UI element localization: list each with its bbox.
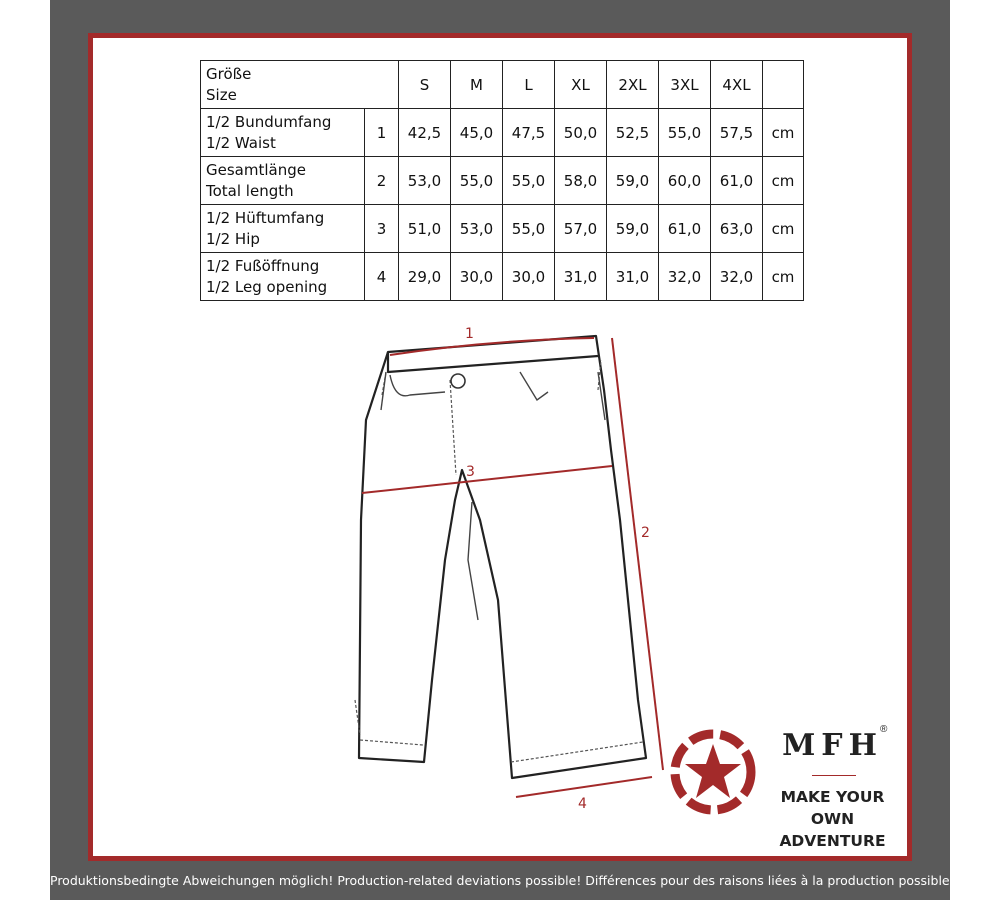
brand-slogan	[760, 786, 905, 852]
measurement-value: 61,0	[711, 157, 763, 205]
measurement-value: 55,0	[451, 157, 503, 205]
measurement-value: 31,0	[607, 253, 659, 301]
measurement-value: 32,0	[711, 253, 763, 301]
measurement-value: 30,0	[451, 253, 503, 301]
marker-2: 2	[641, 525, 650, 541]
measurement-label-en: 1/2 Waist	[206, 133, 276, 152]
measurement-label-en: 1/2 Leg opening	[206, 277, 328, 296]
measurement-number: 2	[365, 157, 399, 205]
size-header-cell: L	[503, 61, 555, 109]
size-header-cell: M	[451, 61, 503, 109]
measurement-value: 63,0	[711, 205, 763, 253]
measure-line-1	[390, 338, 594, 355]
measurement-value: 58,0	[555, 157, 607, 205]
unit-cell: cm	[763, 109, 804, 157]
measurement-value: 55,0	[503, 205, 555, 253]
footer-disclaimer: Produktionsbedingte Abweichungen möglich! Production-related deviations possible! Différences pour des raisons liées à la production possibles!	[50, 873, 962, 888]
size-header-cell: 2XL	[607, 61, 659, 109]
measurement-label-de: Gesamtlänge	[206, 160, 306, 179]
marker-1: 1	[465, 326, 474, 342]
size-header-en: Size	[206, 85, 237, 104]
unit-cell: cm	[763, 253, 804, 301]
slogan-line-1: MAKE YOUR OWN	[780, 788, 885, 828]
measurement-markers	[465, 326, 650, 812]
star-in-circle-icon	[675, 734, 751, 810]
measurement-label-de: 1/2 Hüftumfang	[206, 208, 325, 227]
measurement-value: 32,0	[659, 253, 711, 301]
brand-logo-text: MFH	[782, 728, 883, 763]
logo-divider	[812, 775, 856, 776]
size-header-cell: XL	[555, 61, 607, 109]
measurement-label-de: 1/2 Fußöffnung	[206, 256, 320, 275]
size-header-cell: 3XL	[659, 61, 711, 109]
measurement-value: 57,0	[555, 205, 607, 253]
measurement-value: 55,0	[503, 157, 555, 205]
size-header-cell: 4XL	[711, 61, 763, 109]
measurement-value: 30,0	[503, 253, 555, 301]
measurement-value: 51,0	[399, 205, 451, 253]
measurement-value: 57,5	[711, 109, 763, 157]
measure-line-4	[516, 777, 652, 797]
measurement-lines	[362, 338, 663, 797]
measurement-value: 55,0	[659, 109, 711, 157]
measurement-value: 53,0	[451, 205, 503, 253]
measurement-value: 52,5	[607, 109, 659, 157]
measurement-value: 60,0	[659, 157, 711, 205]
measurement-value: 59,0	[607, 205, 659, 253]
measurement-number: 4	[365, 253, 399, 301]
size-header-de: Größe	[206, 64, 252, 83]
measurement-number: 3	[365, 205, 399, 253]
measurement-label-de: 1/2 Bundumfang	[206, 112, 332, 131]
measurement-value: 42,5	[399, 109, 451, 157]
measurement-value: 59,0	[607, 157, 659, 205]
shorts-stitching	[355, 360, 643, 762]
measurement-value: 45,0	[451, 109, 503, 157]
measure-line-3	[362, 466, 612, 493]
slogan-line-2: ADVENTURE	[779, 832, 886, 850]
unit-cell: cm	[763, 157, 804, 205]
marker-4: 4	[578, 796, 587, 812]
measurement-value: 29,0	[399, 253, 451, 301]
marker-3: 3	[466, 464, 475, 480]
measurement-value: 47,5	[503, 109, 555, 157]
shorts-details	[381, 372, 605, 620]
size-header-cell: S	[399, 61, 451, 109]
measurement-value: 53,0	[399, 157, 451, 205]
unit-cell: cm	[763, 205, 804, 253]
registered-mark: ®	[880, 724, 888, 735]
measurement-value: 31,0	[555, 253, 607, 301]
measurement-value: 50,0	[555, 109, 607, 157]
measurement-number: 1	[365, 109, 399, 157]
measurement-value: 61,0	[659, 205, 711, 253]
button-icon	[451, 374, 465, 388]
measurement-label-en: 1/2 Hip	[206, 229, 260, 248]
measurement-label-en: Total length	[206, 181, 294, 200]
measure-line-2	[612, 338, 663, 770]
